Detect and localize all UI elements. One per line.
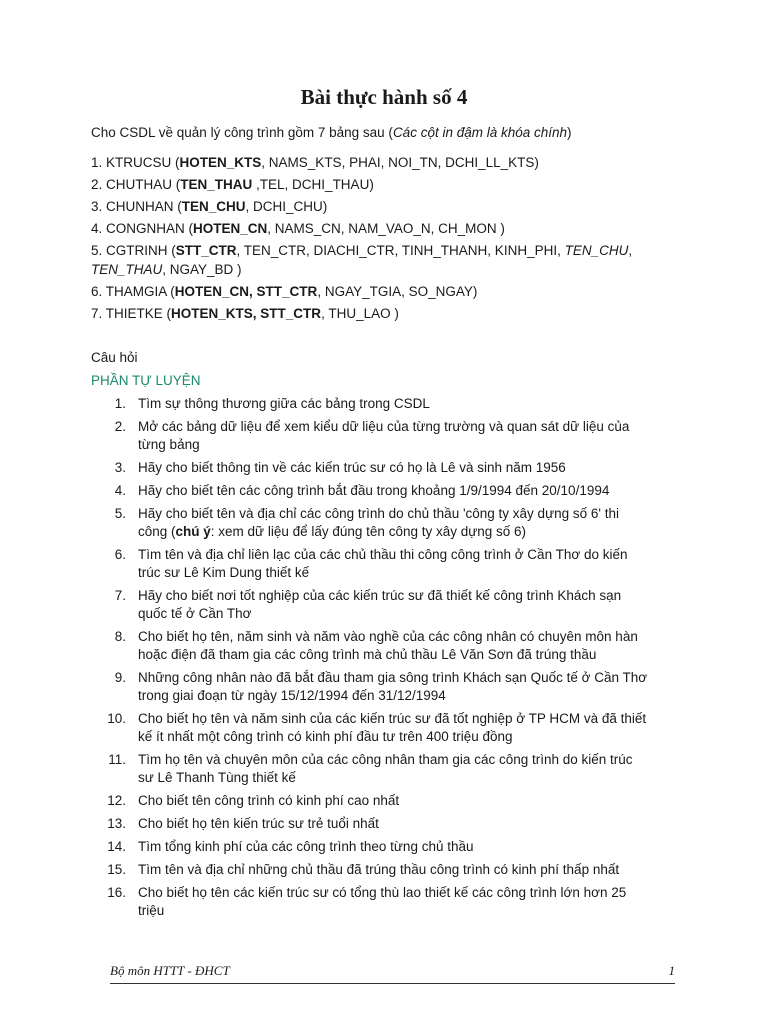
- footer-rule: [110, 983, 675, 984]
- foreign-key: TEN_THAU: [91, 262, 163, 277]
- question-item: [91, 395, 691, 413]
- question-num: 9.: [114, 670, 126, 685]
- question-item: [91, 861, 691, 879]
- question-item: [91, 587, 691, 623]
- question-text: : xem dữ liệu để lấy đúng tên công ty xây dựng số 6): [210, 524, 527, 539]
- question-line: Hãy cho biết tên và địa chỉ các công trình do chủ thầu 'công ty xây dựng số 6' thi: [138, 506, 619, 521]
- question-line: hoặc điện đã tham gia các công trình mà chủ thầu Lê Văn Sơn đã trúng thầu: [138, 647, 597, 662]
- question-line: từng bảng: [138, 437, 200, 452]
- question-line: triệu: [138, 903, 165, 918]
- question-line: Tìm tổng kinh phí của các công trình theo từng chủ thầu: [138, 839, 474, 854]
- table-num: 7.: [91, 306, 103, 321]
- question-num: 2.: [114, 419, 126, 434]
- question-num: 15.: [107, 862, 126, 877]
- question-num: 5.: [114, 506, 126, 521]
- question-line: trong giai đoạn từ ngày 15/12/1994 đến 31/12/1994: [138, 688, 446, 703]
- question-list: [91, 395, 691, 925]
- question-line: Mở các bảng dữ liệu để xem kiểu dữ liệu của từng trường và quan sát dữ liệu của: [138, 419, 630, 434]
- table-name: THAMGIA (: [105, 284, 175, 299]
- footer-department: Bộ môn HTTT - ĐHCT: [110, 963, 230, 978]
- table-item: [91, 241, 691, 279]
- question-num: 16.: [107, 885, 126, 900]
- question-num: 10.: [107, 711, 126, 726]
- table-list: [91, 153, 691, 326]
- question-line: Tìm họ tên và chuyên môn của các công nhân tham gia các công trình do kiến trúc: [138, 752, 633, 767]
- intro-text: [91, 125, 572, 140]
- table-name: THIETKE (: [105, 306, 172, 321]
- table-columns: , THU_LAO ): [321, 306, 399, 321]
- question-num: 6.: [114, 547, 126, 562]
- page-title: Bài thực hành số 4: [300, 85, 468, 109]
- note-emphasis: chú ý: [175, 524, 211, 539]
- question-num: 12.: [107, 793, 126, 808]
- table-columns: , NGAY_BD ): [162, 262, 242, 277]
- primary-key: HOTEN_KTS, STT_CTR: [171, 306, 322, 321]
- section-heading: PHẦN TỰ LUYỆN: [91, 373, 201, 388]
- question-num: 1.: [114, 396, 126, 411]
- table-columns: , DCHI_CHU): [245, 199, 328, 214]
- question-item: [91, 482, 691, 500]
- table-columns: , NAMS_CN, NAM_VAO_N, CH_MON ): [267, 221, 505, 236]
- question-line: Cho biết họ tên, năm sinh và năm vào nghề của các công nhân có chuyên môn hàn: [138, 629, 638, 644]
- intro-italic-note: Các cột in đậm là khóa chính: [392, 125, 568, 140]
- question-line: Cho biết tên công trình có kinh phí cao nhất: [138, 793, 400, 808]
- question-line: quốc tế ở Cần Thơ: [138, 606, 252, 621]
- table-columns: , NGAY_TGIA, SO_NGAY): [317, 284, 478, 299]
- question-num: 7.: [114, 588, 126, 603]
- table-name: CGTRINH (: [106, 243, 176, 258]
- table-columns: , NAMS_KTS, PHAI, NOI_TN, DCHI_LL_KTS): [261, 155, 539, 170]
- table-item: [91, 175, 691, 194]
- table-name: KTRUCSU (: [106, 155, 180, 170]
- primary-key: STT_CTR: [175, 243, 237, 258]
- question-line: Hãy cho biết thông tin về các kiến trúc sư có họ là Lê và sinh năm 1956: [138, 460, 566, 475]
- table-num: 4.: [91, 221, 103, 236]
- question-item: [91, 751, 691, 787]
- question-num: 3.: [114, 460, 126, 475]
- table-columns: ,: [628, 243, 633, 258]
- table-columns: , TEN_CTR, DIACHI_CTR, TINH_THANH, KINH_PHI,: [236, 243, 565, 258]
- intro-main: Cho CSDL về quản lý công trình gồm 7 bảng sau (: [91, 125, 393, 140]
- question-line: [138, 523, 691, 541]
- question-line: kế ít nhất một công trình có kinh phí đầu tư trên 400 triệu đồng: [138, 729, 513, 744]
- foreign-key: TEN_CHU: [564, 243, 629, 258]
- question-num: 13.: [107, 816, 126, 831]
- question-item: [91, 815, 691, 833]
- question-item: [91, 505, 691, 541]
- question-line: Cho biết họ tên và năm sinh của các kiến trúc sư đã tốt nghiệp ở TP HCM và đã thiết: [138, 711, 647, 726]
- question-item: [91, 792, 691, 810]
- question-item: [91, 838, 691, 856]
- question-line: Cho biết họ tên các kiến trúc sư có tổng thù lao thiết kế các công trình lớn hơn 25: [138, 885, 627, 900]
- intro-close: ): [567, 125, 572, 140]
- question-item: [91, 669, 691, 705]
- question-line: trúc sư Lê Kim Dung thiết kế: [138, 565, 310, 580]
- page-number: 1: [668, 963, 675, 978]
- question-line: Cho biết họ tên kiến trúc sư trẻ tuổi nhất: [138, 816, 379, 831]
- question-text: công (: [138, 524, 176, 539]
- table-name: CONGNHAN (: [106, 221, 194, 236]
- primary-key: TEN_CHU: [181, 199, 246, 214]
- table-num: 1.: [91, 155, 103, 170]
- question-item: [91, 418, 691, 454]
- table-item: [91, 153, 691, 172]
- table-item: [91, 304, 691, 323]
- table-columns: ,TEL, DCHI_THAU): [252, 177, 374, 192]
- question-line: Những công nhân nào đã bắt đầu tham gia sông trình Khách sạn Quốc tế ở Cần Thơ: [138, 670, 648, 685]
- question-item: [91, 628, 691, 664]
- table-item: [91, 282, 691, 301]
- question-line: Tìm sự thông thương giữa các bảng trong CSDL: [138, 396, 430, 411]
- questions-label: Câu hỏi: [91, 350, 138, 365]
- table-item: [91, 197, 691, 216]
- question-line: sư Lê Thanh Tùng thiết kế: [138, 770, 296, 785]
- question-item: [91, 710, 691, 746]
- question-num: 4.: [114, 483, 126, 498]
- question-item: [91, 459, 691, 477]
- table-num: 3.: [91, 199, 103, 214]
- table-name: CHUNHAN (: [106, 199, 182, 214]
- table-item-continuation: [91, 260, 691, 279]
- question-line: Tìm tên và địa chỉ những chủ thầu đã trúng thầu công trình có kinh phí thấp nhất: [138, 862, 620, 877]
- question-item: [91, 546, 691, 582]
- primary-key: HOTEN_CN, STT_CTR: [174, 284, 318, 299]
- table-num: 6.: [91, 284, 103, 299]
- primary-key: HOTEN_CN: [193, 221, 268, 236]
- table-num: 2.: [91, 177, 103, 192]
- question-line: Hãy cho biết tên các công trình bắt đầu trong khoảng 1/9/1994 đến 20/10/1994: [138, 483, 610, 498]
- question-line: Tìm tên và địa chỉ liên lạc của các chủ thầu thi công công trình ở Cần Thơ do kiến: [138, 547, 628, 562]
- question-num: 14.: [107, 839, 126, 854]
- question-item: [91, 884, 691, 920]
- primary-key: HOTEN_KTS: [179, 155, 262, 170]
- primary-key: TEN_THAU: [180, 177, 253, 192]
- table-num: 5.: [91, 243, 103, 258]
- table-item: [91, 219, 691, 238]
- table-name: CHUTHAU (: [106, 177, 181, 192]
- question-num: 11.: [108, 752, 126, 767]
- question-line: Hãy cho biết nơi tốt nghiệp của các kiến trúc sư đã thiết kế công trình Khách sạn: [138, 588, 622, 603]
- question-num: 8.: [114, 629, 126, 644]
